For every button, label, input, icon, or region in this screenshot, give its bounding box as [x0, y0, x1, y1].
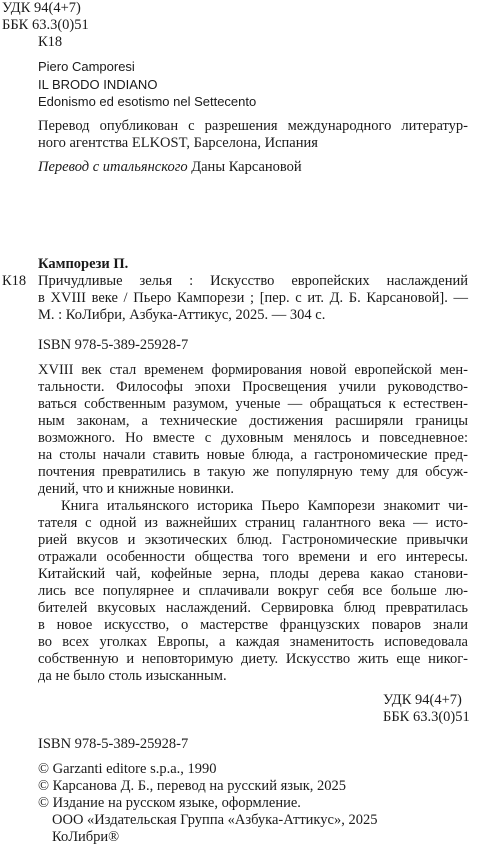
license-line: ного агентства ELKOST, Барселона, Испания	[38, 135, 318, 151]
top-author-mark: К18	[38, 34, 63, 50]
catalog-entry-line: М. : КоЛибри, Азбука-Аттикус, 2025. — 304 с.	[38, 307, 326, 323]
abstract-line: ным законам, а технические достижения расширяли границы	[38, 413, 468, 429]
abstract-line: XVIII век стал временем формирования новой европейской мен-	[38, 362, 468, 378]
abstract-line: бителей вкусовых наслаждений. Сервировка блюд превратилась	[38, 600, 468, 616]
catalog-author-heading: Кампорези П.	[38, 256, 129, 272]
abstract-line: лись все популярнее и сплачивали вокруг себя все больше лю-	[38, 583, 468, 599]
copyrights	[38, 761, 346, 812]
abstract-line: дений, что и книжные новинки.	[38, 481, 234, 497]
copyright-line: © Карсанова Д. Б., перевод на русский язык, 2025	[38, 778, 347, 794]
abstract-line: отражали особенности общества того времени и его интересы.	[38, 549, 468, 565]
abstract	[38, 362, 468, 685]
top-bbk: ББК 63.3(0)51	[2, 17, 89, 33]
publisher	[52, 812, 377, 846]
abstract-line: во всех уголках Европы, а каждая знаменитость исповедовала	[38, 634, 468, 650]
license-line: Перевод опубликован с разрешения международного литератур-	[38, 118, 468, 134]
abstract-line: возможного. Но вместе с духовным менялось и повседневное:	[38, 430, 468, 446]
bottom-isbn: ISBN 978-5-389-25928-7	[38, 736, 189, 752]
catalog-entry	[38, 273, 468, 324]
copyright-line: © Издание на русском языке, оформление.	[38, 795, 301, 811]
abstract-line: Книга итальянского историка Пьеро Кампорези знакомит чи-	[61, 498, 468, 514]
original-subtitle: Edonismo ed esotismo nel Settecento	[38, 94, 257, 109]
license-notice	[38, 118, 468, 152]
abstract-line: Китайский чай, кофейные зерна, плоды дерева какао станови-	[38, 566, 468, 582]
catalog-mark: К18	[2, 273, 27, 289]
bottom-bbk: ББК 63.3(0)51	[383, 709, 470, 725]
abstract-line: ваться собственным разумом, ученые — обращаться к естествен-	[38, 396, 468, 412]
abstract-line: тателя с одной из важнейших страниц галантного века — исто-	[38, 515, 468, 531]
publisher-line: ООО «Издательская Группа «Азбука-Аттикус», 2025	[52, 812, 378, 828]
catalog-isbn: ISBN 978-5-389-25928-7	[38, 337, 189, 353]
bottom-udk: УДК 94(4+7)	[383, 692, 462, 708]
catalog-entry-line: Причудливые зелья : Искусство европейских наслаждений	[38, 273, 468, 289]
translation-label: Перевод с итальянского	[38, 159, 188, 175]
abstract-line: почтения превратились в такую же популярную тему для обсуж-	[38, 464, 468, 480]
abstract-line: собственную и неповторимую диету. Искусство жить еще никог-	[38, 651, 468, 667]
translator-line	[38, 159, 302, 176]
publisher-line: КоЛибри®	[52, 829, 120, 845]
abstract-line: тальности. Философы эпохи Просвещения учили руководство-	[38, 379, 468, 395]
catalog-entry-line: в XVIII веке / Пьеро Кампорези ; [пер. с ит. Д. Б. Карсановой]. —	[38, 290, 468, 306]
abstract-line: рией вкусов и экзотических блюд. Гастрономические привычки	[38, 532, 468, 548]
translator-name: Даны Карсановой	[187, 159, 302, 175]
original-author: Piero Camporesi	[38, 59, 135, 74]
abstract-line: на столы начали ставить новые блюда, а гастрономические пред-	[38, 447, 468, 463]
abstract-line: в новое искусство, о мастерстве французских поваров знали	[38, 617, 468, 633]
copyright-line: © Garzanti editore s.p.a., 1990	[38, 761, 217, 777]
original-title: IL BRODO INDIANO	[38, 77, 158, 92]
top-udk: УДК 94(4+7)	[2, 0, 81, 16]
abstract-line: да не было столь изысканным.	[38, 668, 227, 684]
